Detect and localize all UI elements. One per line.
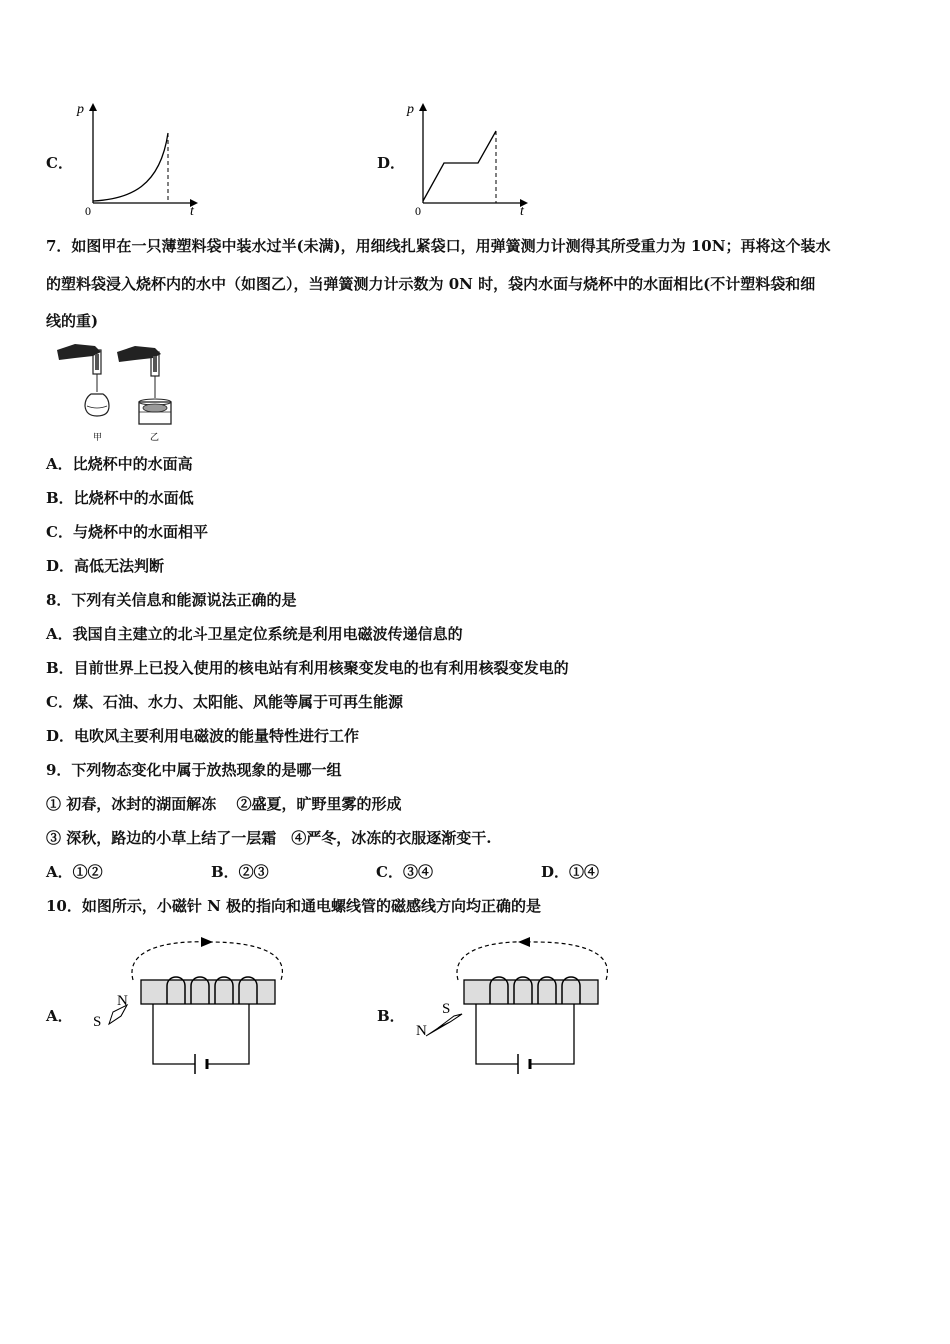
graph-c-curve	[93, 133, 168, 201]
q9-item2: ③ 深秋，路边的小草上结了一层霜 ④严冬，冰冻的衣服逐渐变干.	[46, 829, 492, 847]
q7-figure	[55, 340, 175, 444]
q8-option-b: B．目前世界上已投入使用的核电站有利用核聚变发电的也有利用核裂变发电的	[46, 659, 569, 677]
q8-option-a: A．我国自主建立的北斗卫星定位系统是利用电磁波传递信息的	[46, 625, 463, 643]
q9-choice-d: D．①④	[541, 863, 600, 881]
hand-icon	[57, 344, 101, 360]
q7-stem-line1: 7．如图甲在一只薄塑料袋中装水过半(未满)，用细线扎紧袋口，用弹簧测力计测得其所受重力为 10N；再将这个装水	[46, 237, 831, 255]
q7-option-d: D．高低无法判断	[46, 557, 165, 575]
q7-fig-label-b: 乙	[150, 432, 160, 442]
q7-stem-line3: 线的重)	[46, 312, 99, 330]
q9-stem: 9．下列物态变化中属于放热现象的是哪一组	[46, 761, 342, 779]
q7-option-c: C．与烧杯中的水面相平	[46, 523, 208, 541]
graph-option-d-label: D．	[377, 154, 406, 172]
q9-choice-a: A．①②	[46, 863, 103, 881]
q10-a-n-label: N	[117, 993, 128, 1009]
graph-c-origin: 0	[85, 204, 91, 218]
q9-item1: ① 初春，冰封的湖面解冻 ②盛夏，旷野里雾的形成	[46, 795, 402, 813]
graph-c-axis-p: p	[77, 102, 84, 117]
graph-option-d	[400, 95, 540, 220]
q8-option-d: D．电吹风主要利用电磁波的能量特性进行工作	[46, 727, 360, 745]
graph-option-c	[70, 95, 210, 220]
q7-stem-line2: 的塑料袋浸入烧杯内的水中（如图乙），当弹簧测力计示数为 0N 时，袋内水面与烧杯中的水面相比(不计塑料袋和细	[46, 275, 816, 293]
q7-fig-label-a: 甲	[93, 432, 103, 442]
q10-stem: 10．如图所示，小磁针 N 极的指向和通电螺线管的磁感线方向均正确的是	[46, 897, 542, 915]
q8-option-c: C．煤、石油、水力、太阳能、风能等属于可再生能源	[46, 693, 403, 711]
q7-option-b: B．比烧杯中的水面低	[46, 489, 194, 507]
field-arrow-icon	[201, 937, 213, 947]
q10-b-s-label: S	[442, 1001, 451, 1017]
q10-b-n-label: N	[416, 1023, 427, 1039]
q9-choice-b: B．②③	[211, 863, 269, 881]
graph-d-line	[423, 131, 496, 201]
graph-option-c-label: C．	[46, 154, 73, 172]
q7-option-a: A．比烧杯中的水面高	[46, 455, 193, 473]
q10-option-a-label: A．	[46, 1007, 73, 1025]
water-bag-icon	[85, 394, 109, 416]
graph-c-axis-t: t	[190, 204, 194, 219]
q8-stem: 8．下列有关信息和能源说法正确的是	[46, 591, 297, 609]
q10-figure-a	[85, 930, 295, 1080]
graph-d-origin: 0	[415, 204, 421, 218]
graph-d-axis-p: p	[407, 102, 414, 117]
q10-a-s-label: S	[93, 1014, 102, 1030]
q10-option-b-label: B．	[377, 1007, 405, 1025]
q10-figure-b	[410, 930, 620, 1080]
field-arrow-icon	[518, 937, 530, 947]
graph-d-axis-t: t	[520, 204, 524, 219]
q9-choice-c: C．③④	[376, 863, 433, 881]
